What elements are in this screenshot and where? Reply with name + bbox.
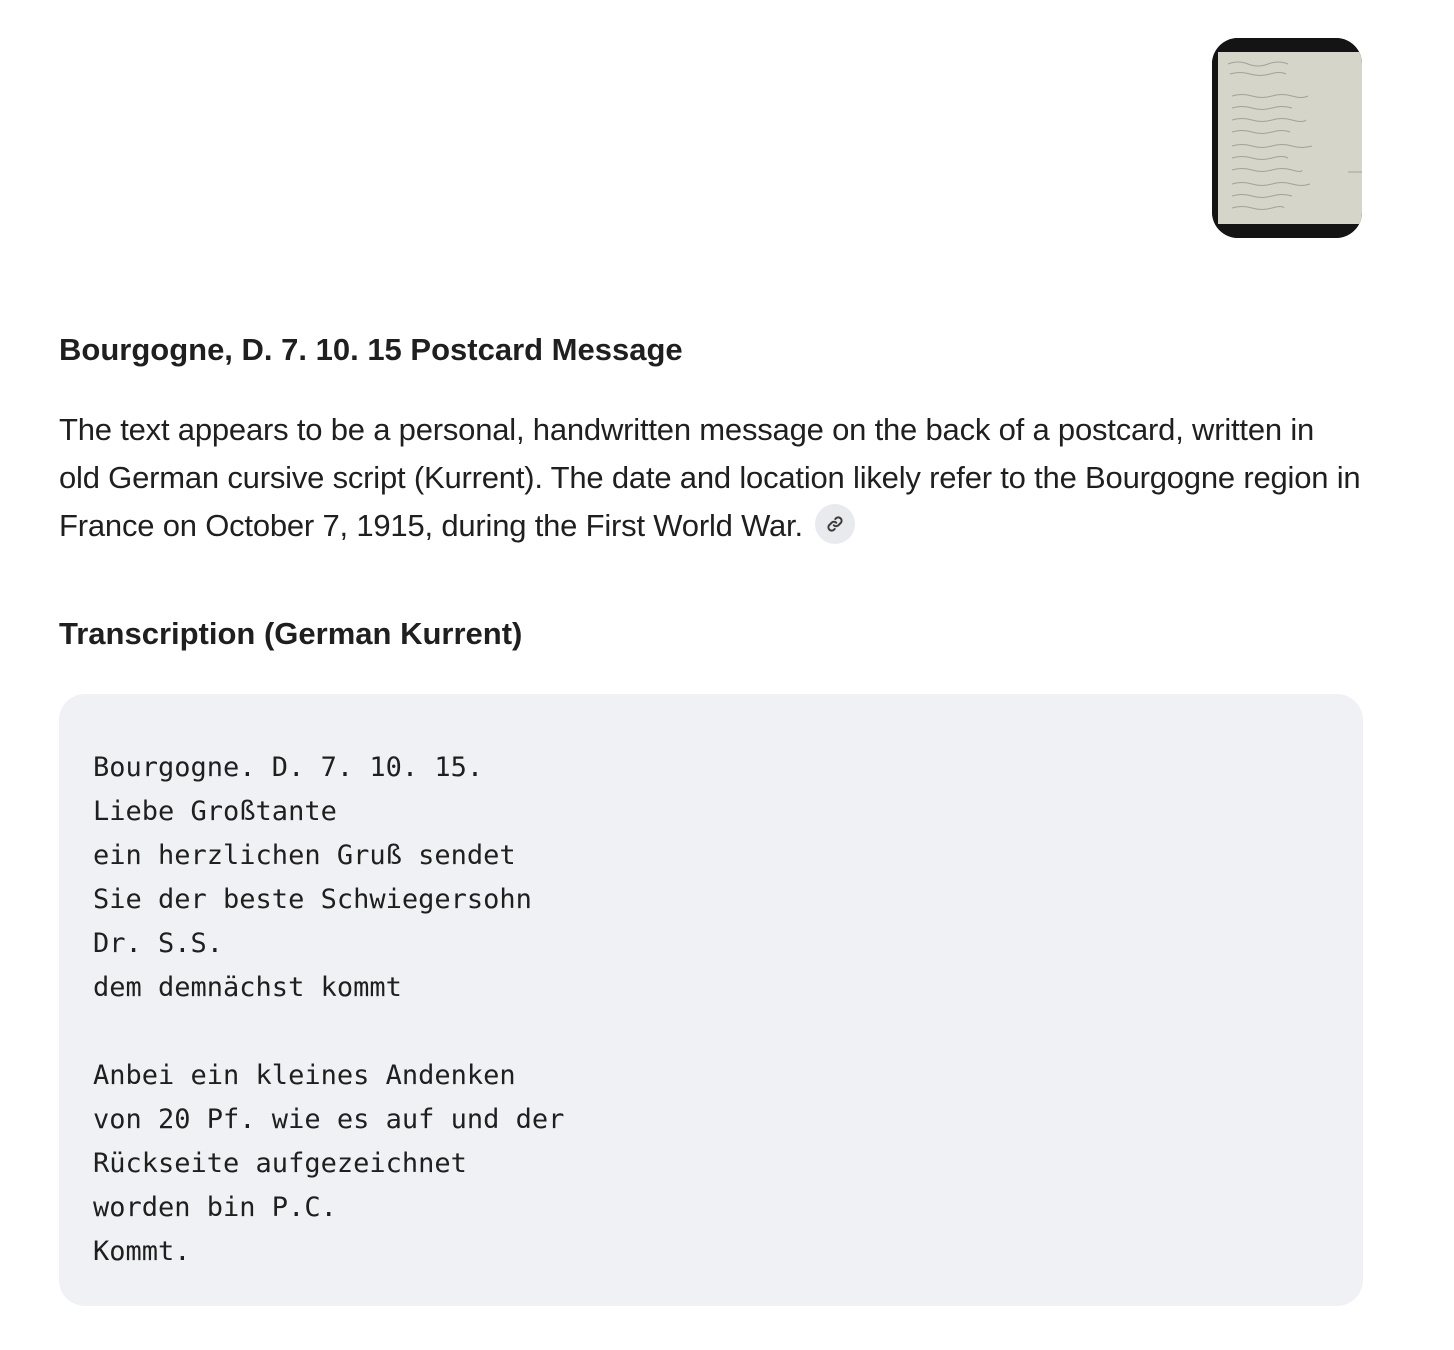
response-paragraph bbox=[59, 406, 1363, 550]
response-title: Bourgogne, D. 7. 10. 15 Postcard Message bbox=[59, 332, 683, 367]
link-icon bbox=[825, 514, 845, 534]
response-intro-text: The text appears to be a personal, handwritten message on the back of a postcard, written in old German cursive script (Kurrent). The date and location likely refer to the Bourgogne region in France on October 7, 1915, during the First World War. bbox=[59, 412, 1361, 543]
transcription-text: Bourgogne. D. 7. 10. 15. Liebe Großtante ein herzlichen Gruß sendet Sie der beste Schwiegersohn Dr. S.S. dem demnächst kommt Anbei ein kleines Andenken von 20 Pf. wie es auf und der Rückseite aufgezeichnet worden bin P.C. Kommt. bbox=[93, 752, 565, 1267]
source-link-chip[interactable] bbox=[815, 504, 855, 544]
postcard-photo-icon bbox=[1212, 38, 1362, 238]
transcription-heading: Transcription (German Kurrent) bbox=[59, 616, 523, 651]
assistant-response bbox=[59, 326, 1363, 1306]
attachment-thumbnail[interactable] bbox=[1212, 38, 1362, 238]
transcription-code-block bbox=[59, 694, 1363, 1306]
